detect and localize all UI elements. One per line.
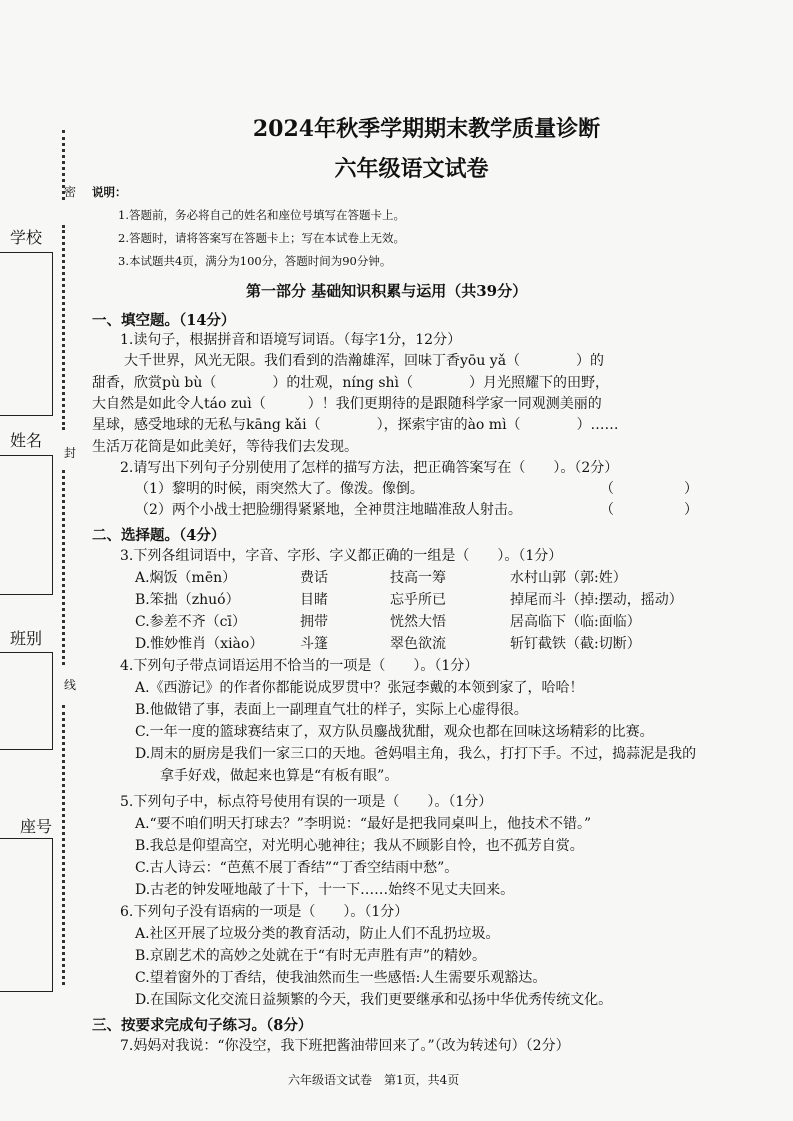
q2-item: （2）两个小战士把脸绷得紧紧地，全神贯注地瞄准敌人射击。 bbox=[135, 502, 522, 518]
q3-word: 水村山郭（郭:姓） bbox=[510, 570, 627, 586]
seal-char-mi: 密 bbox=[64, 185, 77, 199]
q7-stem: 7.妈妈对我说：“你没空，我下班把酱油带回来了。”（改为转述句）（2分） bbox=[120, 1038, 570, 1054]
q3-word: 掉尾而斗（掉:摆动，摇动） bbox=[510, 592, 683, 608]
part-one-heading: 第一部分 基础知识积累与运用（共39分） bbox=[246, 282, 528, 300]
q3-option: C.参差不齐（cī） bbox=[135, 614, 246, 630]
section-two-heading: 二、选择题。（4分） bbox=[92, 527, 226, 544]
page-footer: 六年级语文试卷 第1页，共4页 bbox=[288, 1073, 460, 1087]
instruction-item: 2.答题时，请将答案写在答题卡上；写在本试卷上无效。 bbox=[118, 231, 405, 245]
q3-word: 目睹 bbox=[300, 592, 328, 608]
q6-stem: 6.下列句子没有语病的一项是（ ）。（1分） bbox=[120, 904, 409, 920]
seal-char-xian: 线 bbox=[64, 678, 77, 692]
q4-option: D.周末的厨房是我们一家三口的天地。爸妈唱主角，我么，打打下手。不过，捣蒜泥是我的 bbox=[135, 746, 697, 762]
q2-stem: 2.请写出下列句子分别使用了怎样的描写方法，把正确答案写在（ ）。（2分） bbox=[120, 460, 619, 476]
q6-option: B.京剧艺术的高妙之处就在于“有时无声胜有声”的精妙。 bbox=[135, 948, 487, 964]
q2-item: （1）黎明的时候，雨突然大了。像泼。像倒。 bbox=[135, 481, 424, 497]
q3-word: 居高临下（临:面临） bbox=[510, 614, 641, 630]
q1-line: 甜香，欣赏pù bù（ ）的壮观，níng shì（ ）月光照耀下的田野， bbox=[92, 375, 610, 391]
q1-stem: 1.读句子，根据拼音和语境写词语。（每字1分，12分） bbox=[120, 332, 462, 348]
section-three-heading: 三、按要求完成句子练习。（8分） bbox=[92, 1017, 313, 1034]
q4-option: C.一年一度的篮球赛结束了，双方队员鏖战犹酣，观众也都在回味这场精彩的比赛。 bbox=[135, 724, 654, 740]
q5-option: C.古人诗云：“芭蕉不展丁香结”“丁香空结雨中愁”。 bbox=[135, 860, 459, 876]
q3-stem: 3.下列各组词语中，字音、字形、字义都正确的一组是（ ）。（1分） bbox=[120, 548, 563, 564]
binding-dotted-line bbox=[62, 470, 65, 665]
q2-answer-bracket[interactable]: （ ） bbox=[600, 502, 698, 518]
q6-option: C.望着窗外的丁香结，使我油然而生一些感悟:人生需要乐观豁达。 bbox=[135, 970, 547, 986]
instruction-item: 1.答题前，务必将自己的姓名和座位号填写在答题卡上。 bbox=[118, 208, 405, 222]
class-field[interactable] bbox=[0, 652, 53, 750]
section-one-heading: 一、填空题。（14分） bbox=[92, 312, 236, 329]
q2-answer-bracket[interactable]: （ ） bbox=[600, 481, 698, 497]
instruction-item: 3.本试题共4页，满分为100分，答题时间为90分钟。 bbox=[118, 254, 392, 268]
q6-option: D.在国际文化交流日益频繁的今天，我们更要继承和弘扬中华优秀传统文化。 bbox=[135, 992, 613, 1008]
binding-dotted-line bbox=[62, 705, 65, 985]
q6-option: A.社区开展了垃圾分类的教育活动，防止人们不乱扔垃圾。 bbox=[135, 926, 500, 942]
exam-title: 2024年秋季学期期末教学质量诊断 bbox=[252, 116, 601, 142]
school-label: 学校 bbox=[10, 228, 43, 247]
q5-option: B.我总是仰望高空，对光明心驰神往；我从不顾影自怜，也不孤芳自赏。 bbox=[135, 838, 584, 854]
q4-option: B.他做错了事，表面上一副理直气壮的样子，实际上心虚得很。 bbox=[135, 702, 528, 718]
q1-line: 大自然是如此令人táo zuì（ ）！我们更期待的是跟随科学家一同观测美丽的 bbox=[92, 396, 602, 412]
q5-option: D.古老的钟发哑地敲了十下，十一下……始终不见丈夫回来。 bbox=[135, 882, 515, 898]
instructions-label: 说明： bbox=[92, 185, 127, 199]
seat-label: 座号 bbox=[20, 817, 53, 836]
q4-option: A.《西游记》的作者你都能说成罗贯中？张冠李戴的本领到家了，哈哈！ bbox=[135, 680, 584, 696]
name-label: 姓名 bbox=[10, 431, 43, 450]
q3-word: 技高一筹 bbox=[390, 570, 446, 586]
binding-dotted-line bbox=[62, 225, 65, 430]
q3-option: A.焖饭（mēn） bbox=[135, 570, 237, 586]
seal-char-feng: 封 bbox=[64, 446, 77, 460]
q3-word: 忘乎所已 bbox=[390, 592, 446, 608]
class-label: 班别 bbox=[10, 629, 43, 648]
q3-word: 翠色欲流 bbox=[390, 636, 446, 652]
q1-line: 生活万花筒是如此美好，等待我们去发现。 bbox=[92, 439, 358, 455]
seat-field[interactable] bbox=[0, 838, 53, 992]
exam-subtitle: 六年级语文试卷 bbox=[334, 156, 489, 182]
q3-word: 费话 bbox=[300, 570, 328, 586]
q3-option: B.笨拙（zhuó） bbox=[135, 592, 240, 608]
q1-line: 星球，感受地球的无私与kāng kǎi（ ），探索宇宙的ào mì（ ）…… bbox=[92, 417, 619, 433]
q3-option: D.惟妙惟肖（xiào） bbox=[135, 636, 264, 652]
name-field[interactable] bbox=[0, 455, 53, 595]
school-field[interactable] bbox=[0, 252, 53, 416]
q4-stem: 4.下列句子带点词语运用不恰当的一项是（ ）。（1分） bbox=[120, 658, 479, 674]
q3-word: 斗篷 bbox=[300, 636, 328, 652]
q5-stem: 5.下列句子中，标点符号使用有误的一项是（ ）。（1分） bbox=[120, 794, 493, 810]
q1-line: 大千世界，风光无限。我们看到的浩瀚雄浑，回味丁香yōu yǎ（ ）的 bbox=[124, 353, 605, 369]
q3-word: 恍然大悟 bbox=[390, 614, 446, 630]
q4-option-continued: 拿手好戏，做起来也算是“有板有眼”。 bbox=[160, 768, 399, 784]
q5-option: A.“要不咱们明天打球去？”李明说：“最好是把我同桌叫上，他技术不错。” bbox=[135, 816, 592, 832]
q3-word: 拥带 bbox=[300, 614, 328, 630]
q3-word: 斩钉截铁（截:切断） bbox=[510, 636, 641, 652]
